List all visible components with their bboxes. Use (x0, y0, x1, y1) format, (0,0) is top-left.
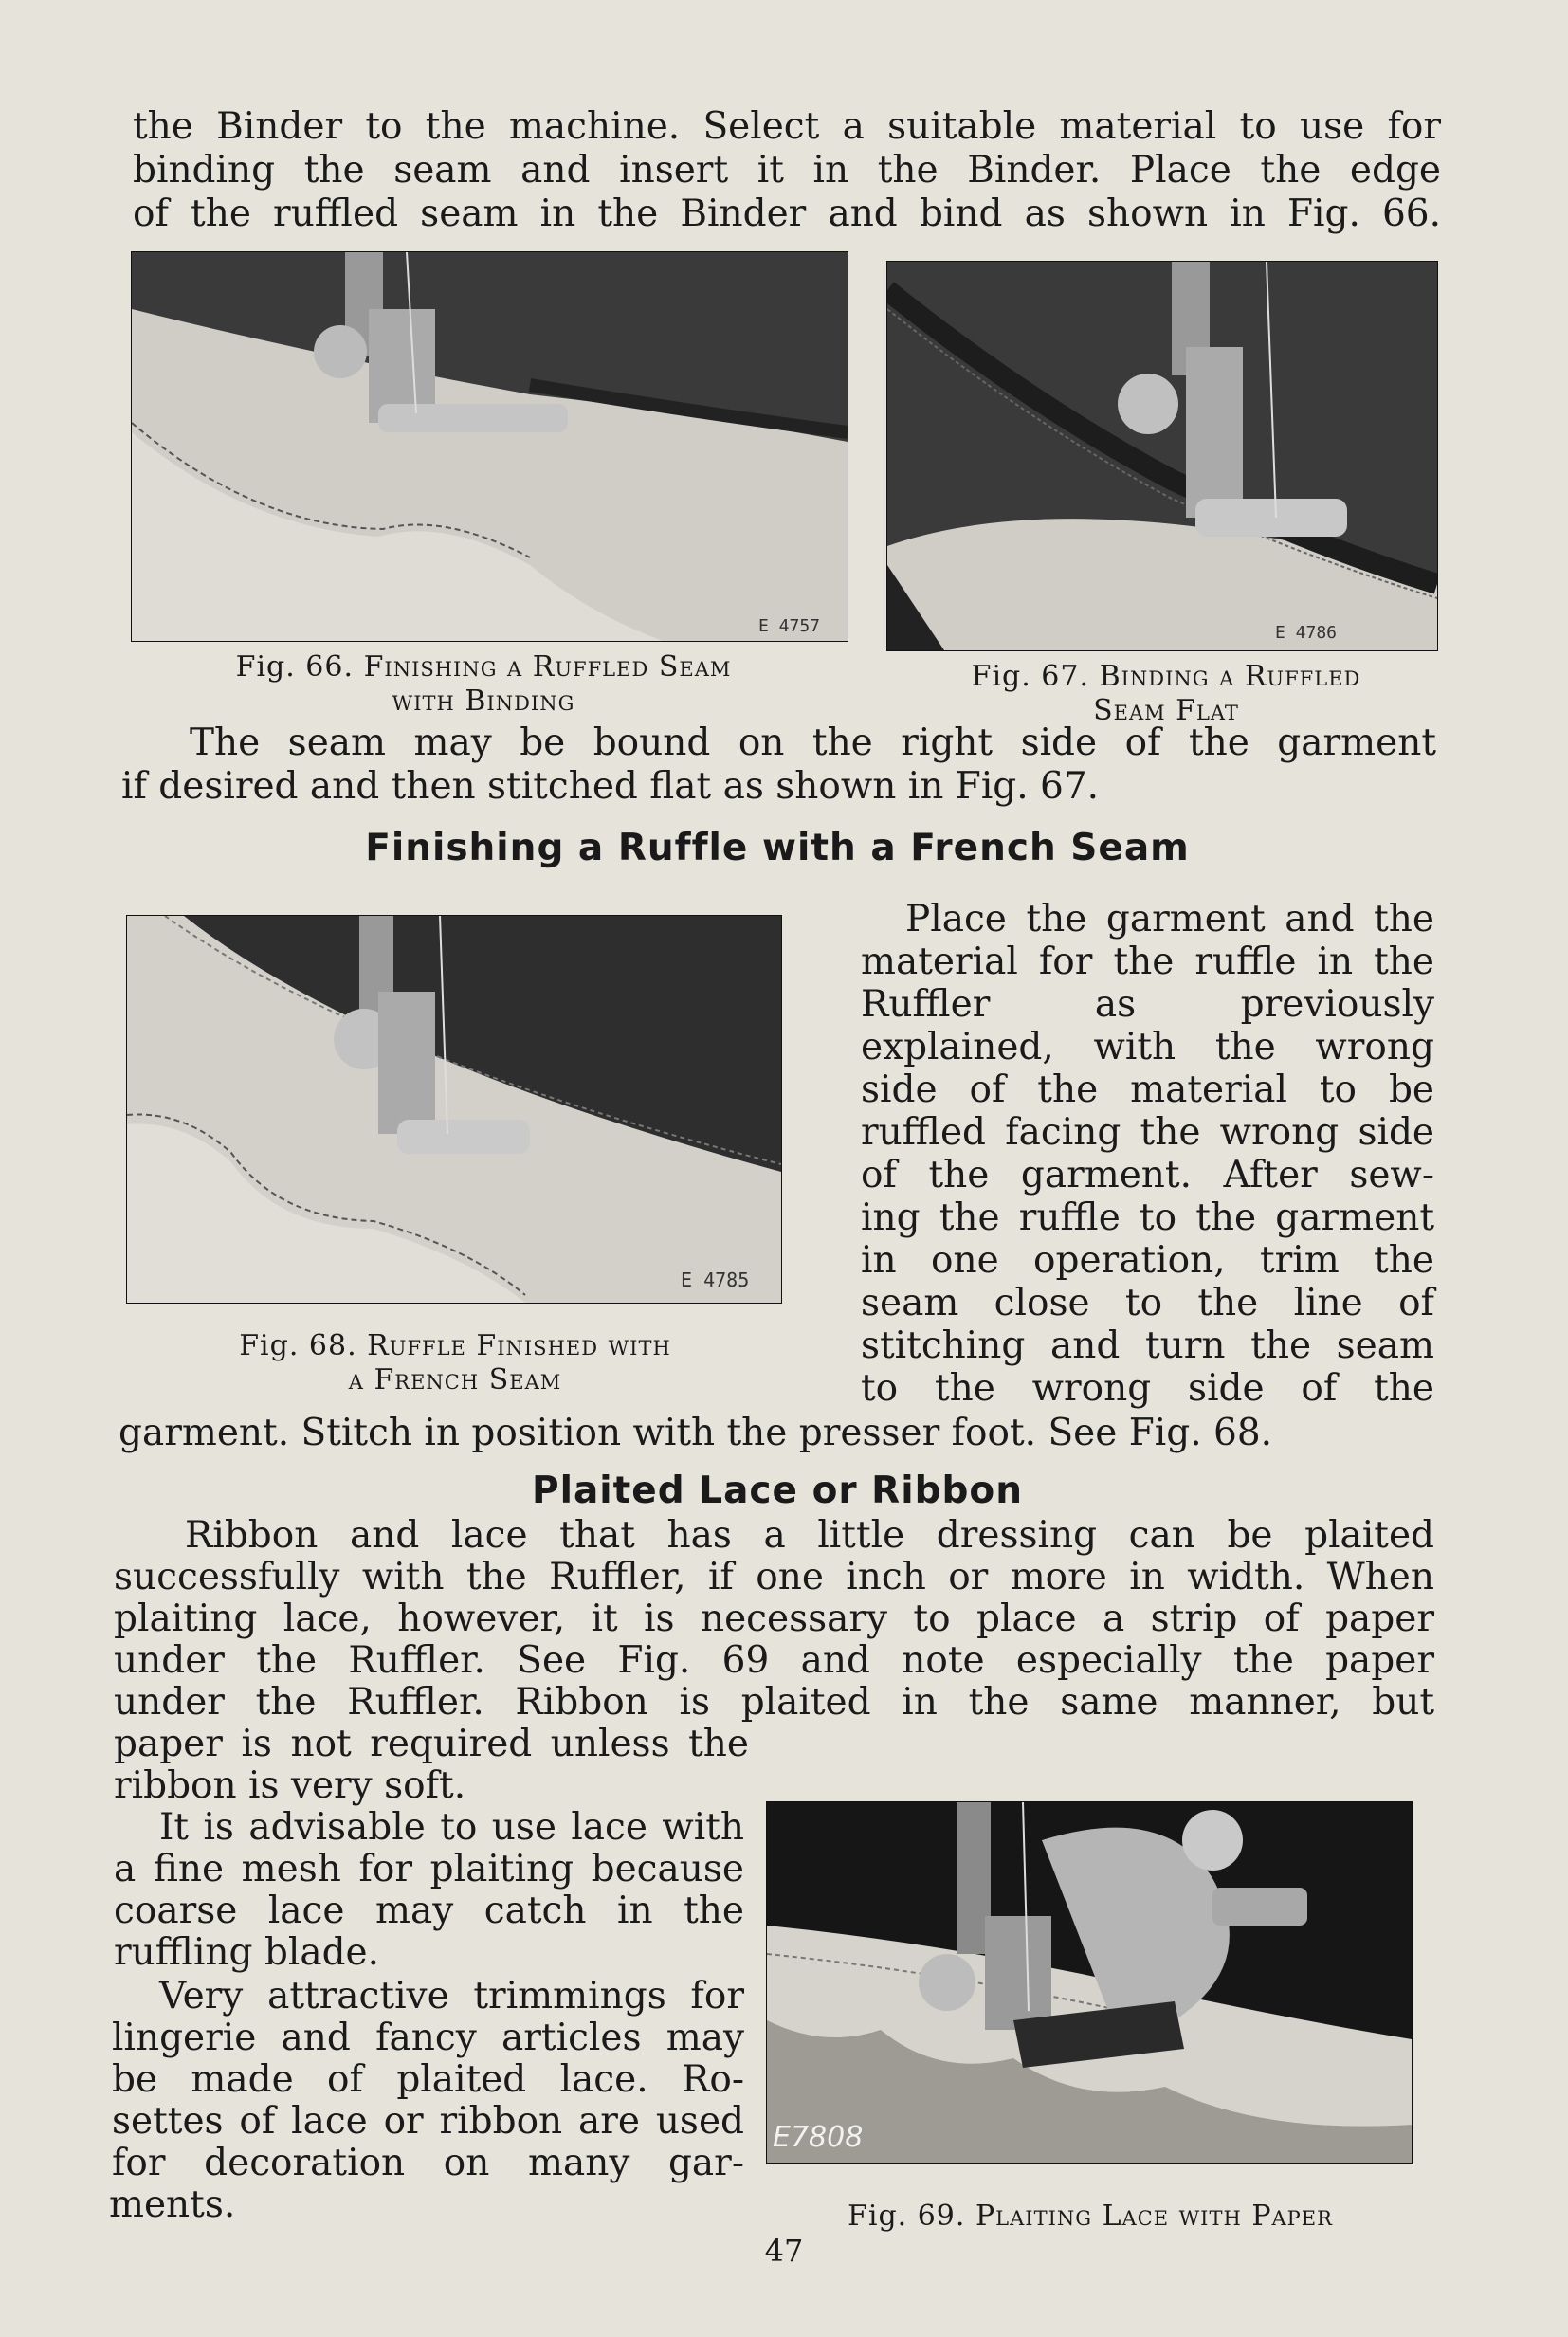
french-full-line: garment. Stitch in position with the presser foot. See Fig. 68. (119, 1412, 1273, 1454)
plaited-col-line: be made of plaited lace. Ro- (112, 2058, 744, 2101)
french-line: seam close to the line of (861, 1282, 1434, 1324)
plaited-col-line: It is advisable to use lace with (159, 1806, 744, 1849)
fig66-label: Fig. 66. (235, 650, 355, 684)
fig68-code: E 4785 (681, 1269, 750, 1291)
bound-line: The seam may be bound on the right side of the garment (190, 721, 1436, 764)
fig67-caption-line1: Binding a Ruffled (1099, 660, 1361, 693)
fig66-photo (131, 251, 848, 642)
fig66-caption-line2: with Binding (392, 685, 575, 718)
fig69-code: E7808 (773, 2121, 864, 2154)
fig68-caption-line1: Ruffle Finished with (367, 1329, 671, 1362)
french-line: ing the ruffle to the garment (861, 1196, 1434, 1239)
plaited-col-line: ments. (109, 2183, 236, 2226)
plaited-line: under the Ruffler. See Fig. 69 and note especially the paper (114, 1639, 1434, 1682)
plaited-col-line: for decoration on many gar- (112, 2142, 744, 2184)
fig68-caption (133, 1329, 777, 1397)
fig66-caption (142, 650, 825, 719)
fig68-caption-line2: a French Seam (348, 1363, 562, 1397)
french-line: side of the material to be (861, 1068, 1434, 1111)
fig69-caption-line1: Plaiting Lace with Paper (975, 2200, 1333, 2233)
french-line: Ruffler as previously (861, 983, 1434, 1026)
fig67-caption (896, 660, 1436, 728)
plaited-col-line: ribbon is very soft. (114, 1764, 466, 1807)
intro-line: of the ruffled seam in the Binder and bind as shown in Fig. 66. (133, 192, 1441, 235)
fig67-photo (886, 261, 1438, 651)
french-line: material for the ruffle in the (861, 940, 1434, 983)
french-line: in one operation, trim the (861, 1239, 1434, 1282)
plaited-line: Ribbon and lace that has a little dressing can be plaited (185, 1514, 1434, 1557)
fig67-code: E 4786 (1275, 623, 1338, 643)
french-line: of the garment. After sew- (861, 1154, 1434, 1196)
plaited-heading: Plaited Lace or Ribbon (532, 1470, 1023, 1512)
french-line: ruffled facing the wrong side (861, 1111, 1434, 1154)
plaited-col-line: ruffling blade. (114, 1931, 380, 1974)
french-seam-heading: Finishing a Ruffle with a French Seam (365, 827, 1190, 869)
fig68-label: Fig. 68. (239, 1329, 357, 1362)
plaited-col-line: settes of lace or ribbon are used (112, 2100, 744, 2143)
fig67-caption-line2: Seam Flat (1093, 694, 1239, 727)
fig69-label: Fig. 69. (848, 2200, 966, 2233)
plaited-col-line: paper is not required unless the (114, 1723, 749, 1765)
french-line: explained, with the wrong (861, 1026, 1434, 1068)
plaited-col-line: lingerie and fancy articles may (112, 2017, 744, 2059)
plaited-col-line: Very attractive trimmings for (159, 1975, 744, 2017)
french-line: Place the garment and the (905, 898, 1434, 940)
fig68-photo (126, 915, 782, 1304)
plaited-col-line: coarse lace may catch in the (114, 1890, 744, 1932)
plaited-line: under the Ruffler. Ribbon is plaited in the same manner, but (114, 1681, 1434, 1724)
fig66-code: E 4757 (758, 616, 821, 636)
fig69-photo (766, 1801, 1413, 2164)
bound-line: if desired and then stitched flat as shown in Fig. 67. (121, 765, 1100, 808)
french-line: stitching and turn the seam (861, 1324, 1434, 1367)
fig66-caption-line1: Finishing a Ruffled Seam (363, 650, 732, 684)
plaited-line: successfully with the Ruffler, if one inch or more in width. When (114, 1556, 1434, 1598)
intro-line: the Binder to the machine. Select a suitable material to use for (133, 105, 1441, 148)
fig69-caption (758, 2200, 1422, 2234)
page-number: 47 (764, 2233, 804, 2269)
plaited-col-line: a fine mesh for plaiting because (114, 1848, 744, 1890)
fig67-label: Fig. 67. (971, 660, 1090, 693)
plaited-line: plaiting lace, however, it is necessary to place a strip of paper (114, 1598, 1434, 1640)
french-line: to the wrong side of the (861, 1367, 1434, 1410)
intro-line: binding the seam and insert it in the Binder. Place the edge (133, 149, 1441, 192)
